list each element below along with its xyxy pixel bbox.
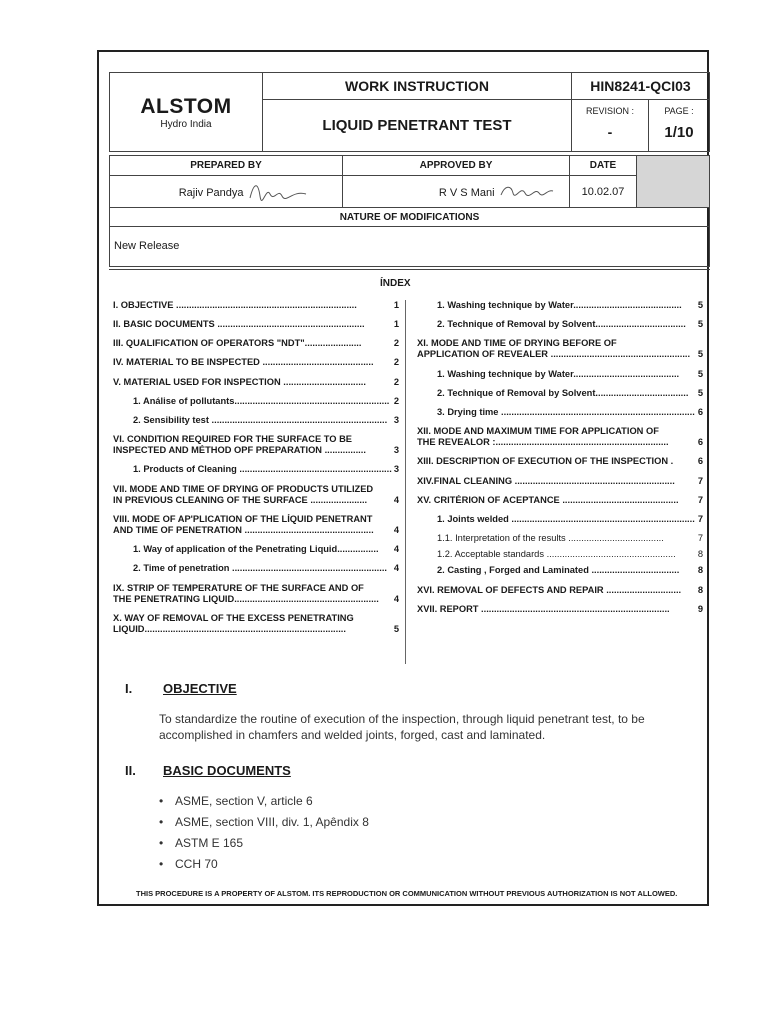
index-right-entry-text: XII. MODE AND MAXIMUM TIME FOR APPLICATION OF: [417, 426, 659, 437]
index-right-entry: [417, 514, 703, 525]
index-right-entry-text: 1. Washing technique by Water..........................................: [437, 300, 682, 310]
approved-label: APPROVED BY: [343, 156, 570, 176]
modifications-label: NATURE OF MODIFICATIONS: [110, 208, 710, 226]
index-right-entry: [417, 426, 703, 437]
index-right-entry-page: 8: [697, 584, 703, 595]
index-right-entry: [417, 407, 703, 418]
index-right-entry-page: 6: [697, 437, 703, 448]
header-table: [109, 72, 710, 152]
index-right-entry: [417, 388, 703, 399]
approved-name: R V S Mani: [438, 187, 495, 200]
index-left-entry: [113, 445, 399, 456]
index-left-entry-text: III. QUALIFICATION OF OPERATORS "NDT"......................: [113, 338, 362, 349]
basic-documents-list: [159, 794, 369, 878]
section-1-title: OBJECTIVE: [163, 681, 237, 696]
basic-document-item: [159, 836, 369, 857]
prepared-label: PREPARED BY: [110, 156, 343, 176]
basic-document-text: ASTM E 165: [175, 836, 244, 850]
prepared-name: Rajiv Pandya: [178, 187, 244, 200]
page-label: PAGE :: [664, 106, 694, 116]
division-name: Hydro India: [160, 118, 212, 130]
section-2-heading: [125, 763, 291, 778]
index-left-entry-page: 5: [393, 623, 399, 634]
index-right-entry: [417, 533, 703, 544]
index-right-entry-page: 7: [697, 494, 703, 505]
index-left-entry: [113, 357, 399, 368]
footer-notice: THIS PROCEDURE IS A PROPERTY OF ALSTOM. ITS REPRODUCTION OR COMMUNICATION WITHOUT PREVIOUS AUTHORIZATION IS NOT ALLOWED.: [136, 889, 678, 898]
index-right-entry: [417, 300, 703, 311]
index-right-entry: [417, 338, 703, 349]
objective-text: To standardize the routine of execution of the inspection, through liquid penetrant test, to be accomplished in chamfers and welded joints, forged, cast and laminated.: [159, 712, 645, 742]
index-left-entry-page: 4: [393, 563, 399, 574]
index-right-entry-page: 5: [697, 300, 703, 310]
doc-type: WORK INSTRUCTION: [263, 73, 572, 100]
logo-cell: [110, 73, 263, 152]
index-left-entry: [113, 583, 399, 594]
index-left-entry-text: VIII. MODE OF AP'PLICATION OF THE LÍQUID PENETRANT: [113, 513, 373, 524]
index-right-entry-text: XV. CRITÉRION OF ACEPTANCE .............................................: [417, 494, 679, 505]
bullet-icon: •: [159, 815, 164, 829]
section-1-number: I.: [125, 681, 133, 696]
index-left-entry-text: I. OBJECTIVE ......................................................................: [113, 300, 357, 310]
index-left-entry: [113, 377, 399, 388]
index-left-entry-text: AND TIME OF PENETRATION ..................................................: [113, 525, 374, 536]
index-right-entry-text: THE REVEALOR :...................................................................: [417, 437, 669, 448]
index-right-entry-page: 8: [697, 565, 703, 576]
index-right-entry: [417, 565, 703, 576]
company-logo: ALSTOM: [140, 94, 232, 118]
revision-cell: [572, 100, 649, 152]
page-number: 1/10: [664, 124, 694, 141]
index-right-entry-text: 2. Technique of Removal by Solvent...................................: [437, 319, 686, 330]
basic-document-item: [159, 857, 369, 878]
index-left-entry: [113, 300, 399, 311]
index-right-entry-page: 7: [697, 475, 703, 486]
index-right-entry: [417, 604, 703, 615]
index-right-entry-text: XIII. DESCRIPTION OF EXECUTION OF THE INSPECTION .: [417, 456, 674, 467]
index-right-entry: [417, 319, 703, 330]
revision-value: -: [607, 124, 613, 140]
shaded-cell: [637, 156, 710, 208]
index-left-entry-text: II. BASIC DOCUMENTS .........................................................: [113, 319, 365, 330]
index-left-entry-page: 2: [393, 395, 399, 406]
index-right-entry-text: XVII. REPORT .........................................................................: [417, 603, 670, 614]
index-left-entry-text: 1. Way of application of the Penetrating Liquid................: [133, 544, 379, 555]
index-left-entry: [113, 338, 399, 349]
index-right-entry-page: 5: [697, 319, 703, 330]
section-1-heading: [125, 681, 237, 696]
date-label: DATE: [570, 156, 637, 176]
index-left-entry: [113, 525, 399, 536]
index-right-entry-text: 1.2. Acceptable standards ..................................................: [437, 549, 676, 560]
index-right-entry: [417, 549, 703, 560]
index-left-entry: [113, 613, 399, 624]
index-right-entry-text: XIV.FINAL CLEANING ..............................................................: [417, 475, 675, 486]
approval-table: [109, 155, 710, 267]
index-left-entry-page: 4: [393, 525, 399, 536]
index-title: ÍNDEX: [380, 278, 411, 289]
modifications-value: New Release: [110, 226, 710, 266]
index-left-entry: [113, 514, 399, 525]
index-left-entry-page: 1: [393, 300, 399, 310]
index-right-entry-page: 6: [697, 456, 703, 467]
basic-document-item: [159, 794, 369, 815]
index-right-entry-text: XI. MODE AND TIME OF DRYING BEFORE OF: [417, 338, 617, 349]
date-value: 10.02.07: [570, 176, 637, 208]
index-right-entry: [417, 349, 703, 360]
page-cell: [649, 100, 710, 152]
index-left-entry: [113, 484, 399, 495]
index-left-entry-text: LIQUID..............................................................................: [113, 623, 346, 634]
index-right-entry: [417, 476, 703, 487]
revision-label: REVISION :: [585, 106, 634, 116]
index-left-entry: [113, 544, 399, 555]
index-left-entry-text: VI. CONDITION REQUIRED FOR THE SURFACE TO BE: [113, 434, 352, 445]
index-left-entry-text: THE PENETRATING LIQUID........................................................: [113, 593, 379, 604]
divider: [109, 269, 710, 270]
index-left-entry-page: 3: [393, 445, 399, 456]
index-right-entry: [417, 495, 703, 506]
index-left-entry-text: IX. STRIP OF TEMPERATURE OF THE SURFACE AND OF: [113, 582, 364, 593]
index-left-entry-page: 4: [393, 494, 399, 505]
index-right-entry-text: XVI. REMOVAL OF DEFECTS AND REPAIR .............................: [417, 584, 682, 595]
index-right-entry-page: 5: [697, 387, 703, 398]
index-right-entry-page: 5: [697, 349, 703, 360]
index-left-entry-text: IV. MATERIAL TO BE INSPECTED ...........................................: [113, 357, 374, 368]
index-right-entry: [417, 456, 703, 467]
index-left-entry-text: 1. Products of Cleaning ...........................................................: [133, 464, 392, 475]
index-right-entry-page: 7: [697, 533, 703, 544]
doc-code: HIN8241-QCI03: [572, 73, 710, 100]
index-left-entry-text: V. MATERIAL USED FOR INSPECTION ................................: [113, 376, 366, 387]
index-right-entry: [417, 585, 703, 596]
index-right-entry-page: 8: [697, 549, 703, 560]
index-left-entry-page: 2: [393, 338, 399, 349]
basic-document-text: ASME, section V, article 6: [175, 794, 313, 808]
index-left-entry-page: 2: [393, 357, 399, 368]
basic-document-item: [159, 815, 369, 836]
index-left-entry-page: 4: [393, 544, 399, 555]
index-left-entry: [113, 415, 399, 426]
index-right-entry-text: 2. Casting , Forged and Laminated ..................................: [437, 565, 680, 576]
doc-title: LIQUID PENETRANT TEST: [263, 100, 572, 152]
index-left-entry-text: INSPECTED AND MÉTHOD OPF PREPARATION ................: [113, 445, 366, 456]
index-right-entry-text: 1.1. Interpretation of the results .....................................: [437, 533, 664, 544]
index-divider: [405, 300, 406, 664]
index-right-entry-page: 6: [697, 406, 703, 417]
index-left-entry: [113, 624, 399, 635]
index-right-entry-text: 2. Technique of Removal by Solvent....................................: [437, 387, 689, 398]
index-left-entry: [113, 563, 399, 574]
index-left-entry-text: VII. MODE AND TIME OF DRYING OF PRODUCTS UTILIZED: [113, 483, 374, 494]
approved-cell: [343, 176, 570, 208]
section-2-number: II.: [125, 763, 136, 778]
index-left-entry: [113, 594, 399, 605]
index-right-entry: [417, 369, 703, 380]
index-left-entry-text: 2. Time of penetration ............................................................: [133, 563, 387, 574]
bullet-icon: •: [159, 794, 164, 808]
index-right-entry-page: 5: [697, 368, 703, 379]
index-right-entry-page: 9: [697, 603, 703, 614]
index-left-entry-text: 2. Sensibility test ....................................................................: [133, 414, 388, 425]
prepared-cell: [110, 176, 343, 208]
index-left-entry: [113, 495, 399, 506]
basic-document-text: CCH 70: [175, 857, 218, 871]
bullet-icon: •: [159, 857, 164, 871]
index-right-entry-text: 3. Drying time ...........................................................................: [437, 406, 695, 417]
index-right-entry-text: APPLICATION OF REVEALER ......................................................: [417, 349, 691, 360]
index-right-entry-text: 1. Joints welded .......................................................................: [437, 513, 695, 524]
index-right-entry-text: 1. Washing technique by Water.........................................: [437, 368, 680, 379]
index-left-entry-text: IN PREVIOUS CLEANING OF THE SURFACE ......................: [113, 494, 368, 505]
index-left-entry: [113, 396, 399, 407]
index-left-entry-page: 2: [393, 376, 399, 387]
index-left-entry-page: 3: [393, 414, 399, 425]
index-left-column: [113, 300, 399, 643]
index-left-entry-page: 3: [393, 464, 399, 475]
index-right-entry-page: 7: [697, 513, 703, 524]
index-left-entry-page: 4: [393, 593, 399, 604]
index-right-entry: [417, 437, 703, 448]
index-left-entry-text: 1. Análise of pollutants............................................................: [133, 395, 390, 406]
index-left-entry: [113, 434, 399, 445]
section-2-title: BASIC DOCUMENTS: [163, 763, 291, 778]
prepared-signature: [248, 180, 310, 204]
approved-signature: [499, 181, 555, 203]
bullet-icon: •: [159, 836, 164, 850]
index-right-column: [417, 300, 703, 623]
index-left-entry-text: X. WAY OF REMOVAL OF THE EXCESS PENETRATING: [113, 612, 354, 623]
index-left-entry: [113, 319, 399, 330]
index-left-entry: [113, 464, 399, 475]
index-left-entry-page: 1: [393, 319, 399, 330]
basic-document-text: ASME, section VIII, div. 1, Apêndix 8: [175, 815, 369, 829]
